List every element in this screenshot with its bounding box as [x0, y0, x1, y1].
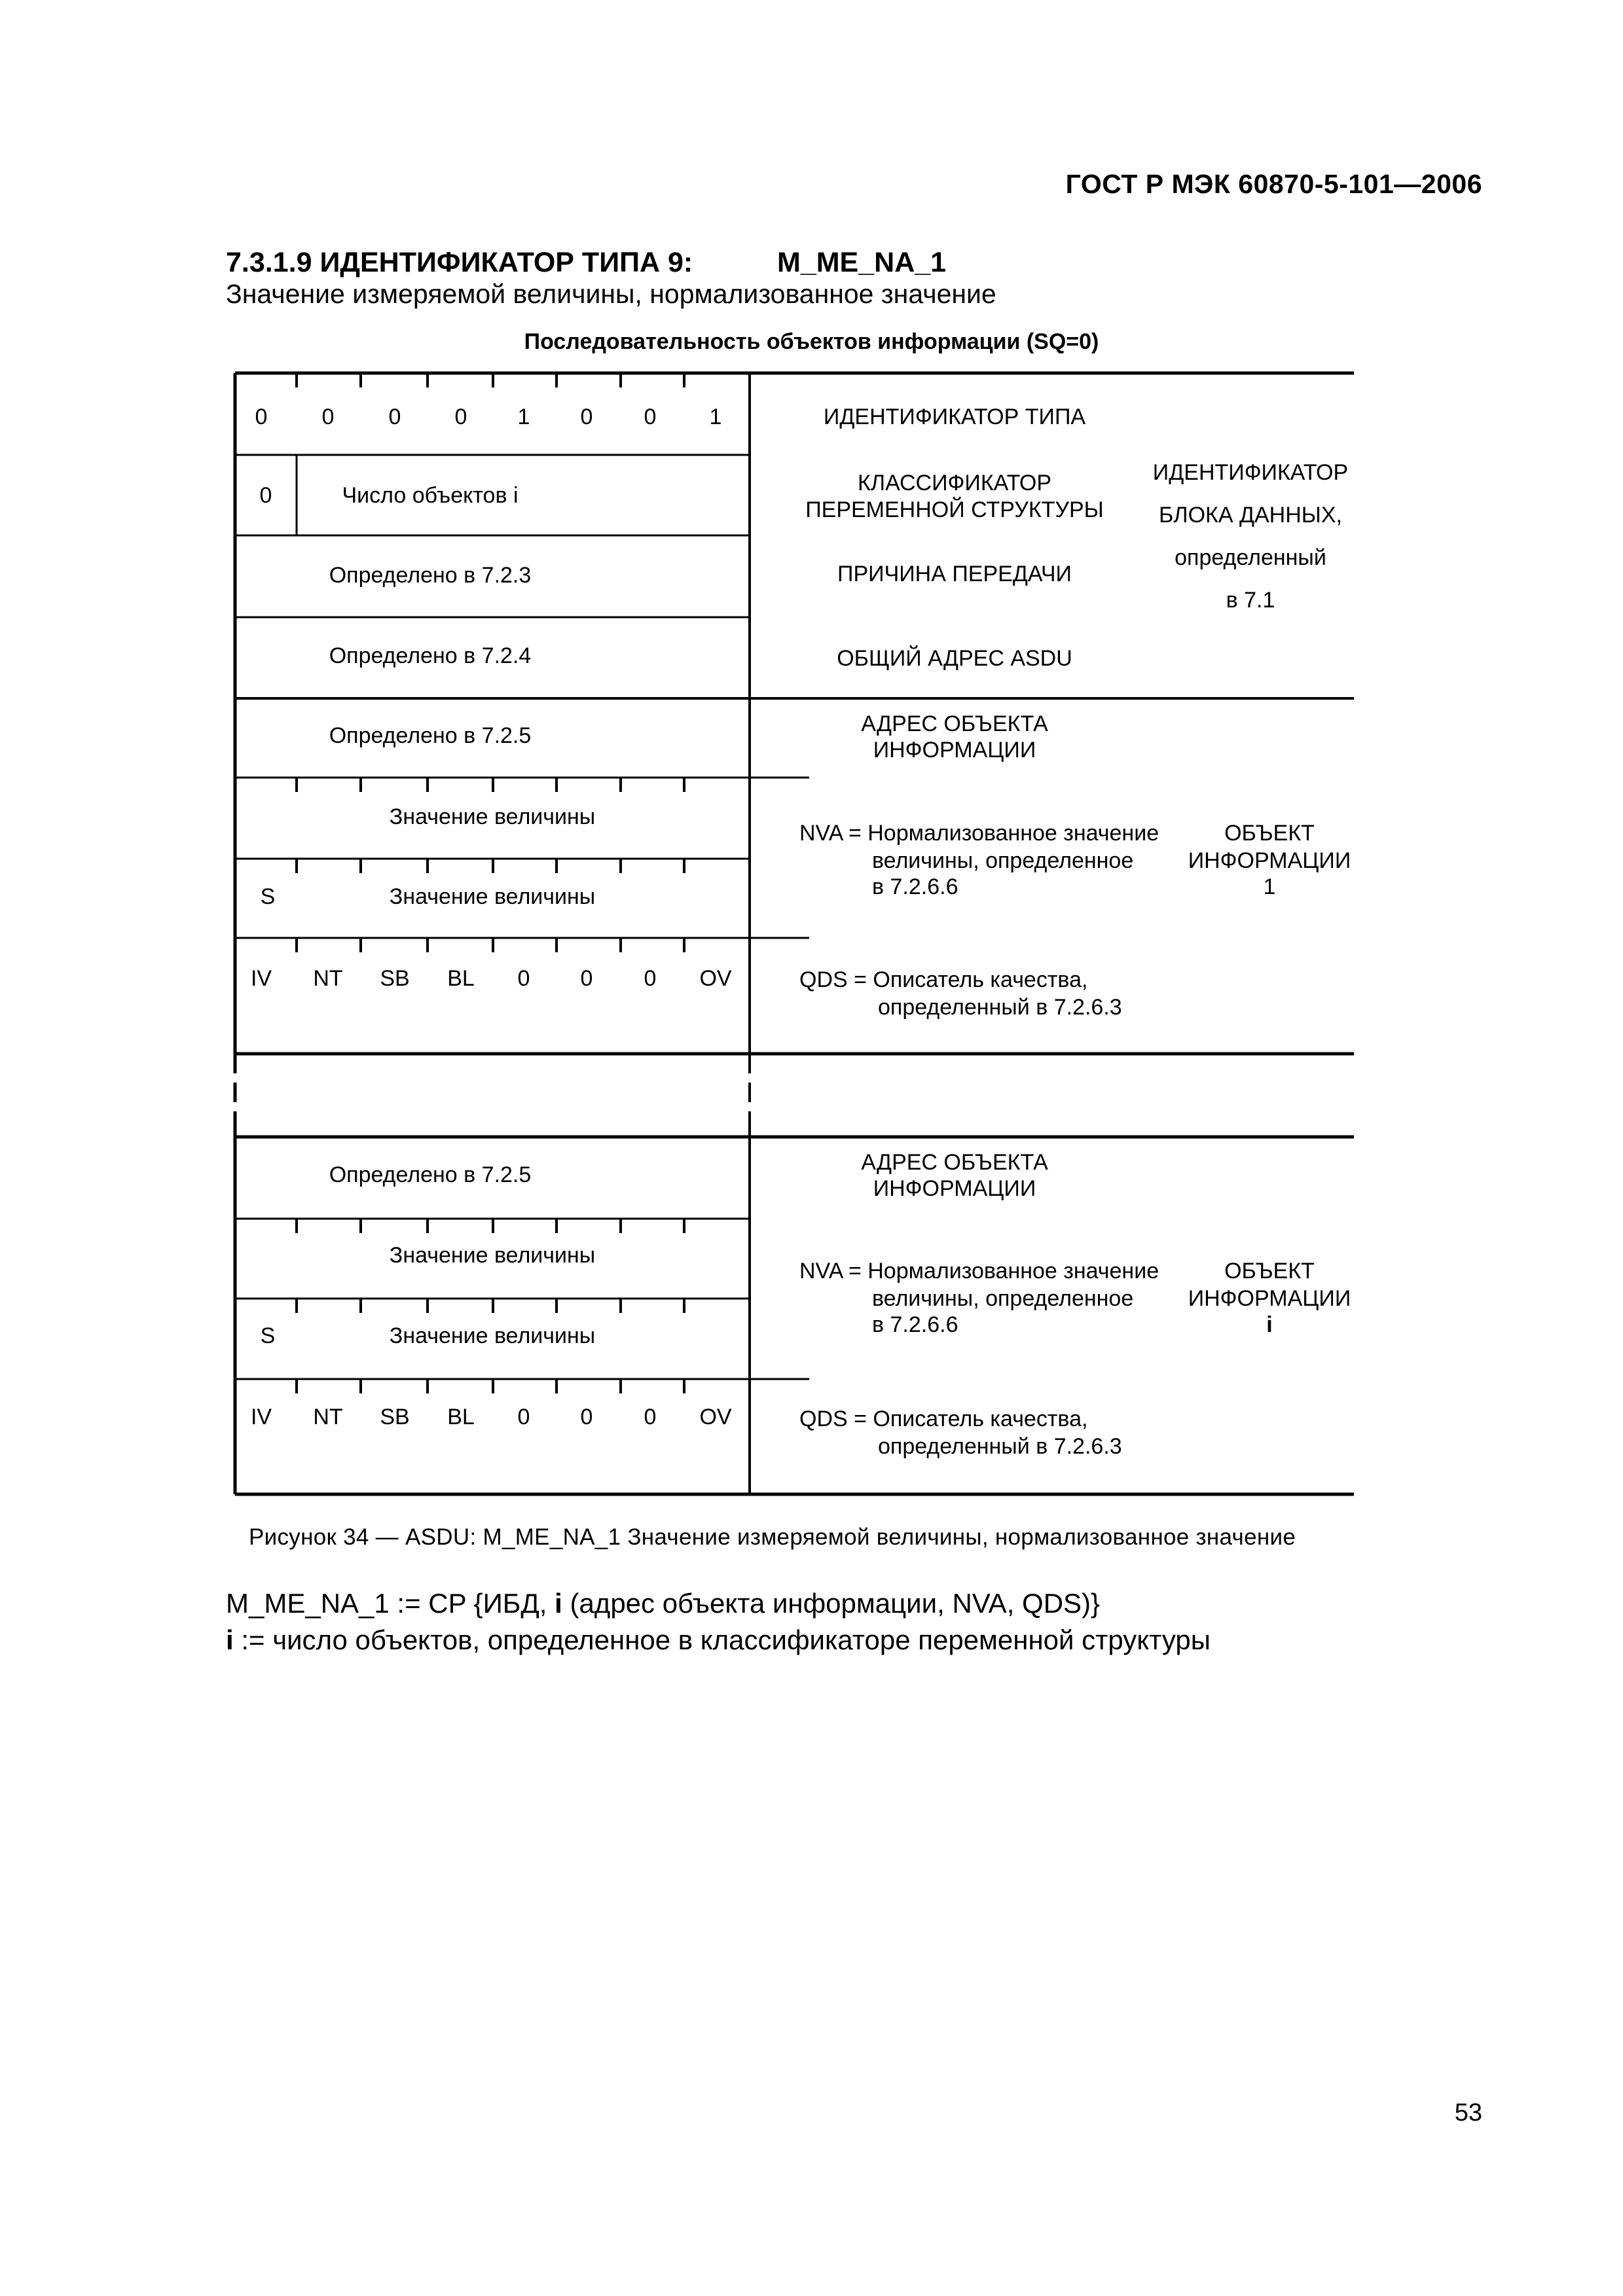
objecti-line1: ОБЪЕКТ [1224, 1259, 1315, 1283]
formula-i: i [555, 1588, 562, 1619]
dui-line1: ИДЕНТИФИКАТОР [1152, 460, 1349, 485]
sign-bit-label-i: S [260, 1323, 276, 1348]
qds-bit: NT [313, 966, 343, 991]
objecti-line3: i [1266, 1312, 1273, 1337]
number-of-objects-label: Число объектов i [342, 483, 519, 508]
value-low-label-i: Значение величины [389, 1243, 596, 1268]
formula-prefix: M_ME_NA_1 := CP {ИБД, [226, 1588, 555, 1619]
vsq-sq-bit: 0 [259, 483, 272, 508]
qds-bit: OV [699, 966, 732, 991]
nva-line3: в 7.2.6.6 [872, 874, 958, 899]
type-id-bit: 0 [454, 404, 467, 429]
qds-bit: IV [250, 966, 272, 991]
formula-line1 [226, 1588, 1100, 1619]
type-identification-label: ИДЕНТИФИКАТОР ТИПА [823, 404, 1086, 429]
ioa-label-line1-i: АДРЕС ОБЪЕКТА [861, 1150, 1048, 1175]
nva-line1-i: NVA = Нормализованное значение [799, 1259, 1159, 1283]
bit-tick-marks [297, 373, 684, 1393]
qds-bit-i: NT [313, 1405, 343, 1429]
ioa-label-line2: ИНФОРМАЦИИ [873, 738, 1036, 762]
formula-i-def: i [226, 1624, 234, 1655]
qds-bit-i: 0 [580, 1405, 593, 1429]
objecti-line2: ИНФОРМАЦИИ [1188, 1286, 1351, 1311]
type-id-bit: 1 [709, 404, 722, 429]
ioa-defined-label: Определено в 7.2.5 [329, 723, 532, 748]
type-id-bit: 0 [255, 404, 268, 429]
qds-line2-i: определенный в 7.2.6.3 [878, 1434, 1122, 1459]
qds-bit: BL [447, 966, 475, 991]
qds-line1-i: QDS = Описатель качества, [799, 1407, 1088, 1431]
type-id-bit: 0 [644, 404, 657, 429]
value-low-label: Значение величины [389, 804, 596, 829]
type-id-bit: 1 [517, 404, 530, 429]
qds-line1: QDS = Описатель качества, [799, 967, 1088, 992]
qds-bit-i: 0 [517, 1405, 530, 1429]
qds-bit: 0 [517, 966, 530, 991]
cot-defined-label: Определено в 7.2.3 [329, 563, 532, 588]
section-subtitle: Значение измеряемой величины, нормализованное значение [226, 279, 996, 309]
nva-line2-i: величины, определенное [872, 1286, 1134, 1311]
formula-suffix: (адрес объекта информации, NVA, QDS)} [562, 1588, 1101, 1619]
qds-bit-i: OV [699, 1405, 732, 1429]
qds-bit-i: SB [380, 1405, 410, 1429]
qds-bit-i: IV [250, 1405, 272, 1429]
dui-line4: в 7.1 [1226, 588, 1275, 613]
object1-line3: 1 [1263, 874, 1276, 899]
type-id-bit: 0 [321, 404, 335, 429]
nva-line3-i: в 7.2.6.6 [872, 1312, 958, 1337]
ioa-label-line1: АДРЕС ОБЪЕКТА [861, 711, 1048, 736]
qds-bit-i: BL [447, 1405, 475, 1429]
ioa-defined-label-i: Определено в 7.2.5 [329, 1162, 532, 1187]
section-type-code: M_ME_NA_1 [777, 247, 947, 278]
value-high-label-i: Значение величины [389, 1323, 596, 1348]
section-title: 7.3.1.9 ИДЕНТИФИКАТОР ТИПА 9: [226, 247, 693, 278]
page-number: 53 [1454, 2099, 1482, 2126]
object1-line2: ИНФОРМАЦИИ [1188, 848, 1351, 873]
qds-bit-i: 0 [644, 1405, 657, 1429]
qds-bit: 0 [644, 966, 657, 991]
ioa-label-line2-i: ИНФОРМАЦИИ [873, 1176, 1036, 1201]
vsq-label-line2: ПЕРЕМЕННОЙ СТРУКТУРЫ [805, 497, 1104, 522]
vsq-label-line1: КЛАССИФИКАТОР [857, 471, 1052, 495]
type-id-bit: 0 [580, 404, 593, 429]
formula-line2 [226, 1624, 1211, 1656]
figure-caption: Рисунок 34 — ASDU: M_ME_NA_1 Значение измеряемой величины, нормализованное значение [249, 1524, 1296, 1550]
common-address-defined-label: Определено в 7.2.4 [329, 643, 532, 668]
nva-line2: величины, определенное [872, 848, 1134, 873]
object1-line1: ОБЪЕКТ [1224, 821, 1315, 846]
cot-label: ПРИЧИНА ПЕРЕДАЧИ [837, 562, 1072, 586]
dui-line2: БЛОКА ДАННЫХ, [1158, 503, 1343, 528]
formula-i-definition: := число объектов, определенное в классификаторе переменной структуры [233, 1624, 1211, 1655]
sequence-title: Последовательность объектов информации (SQ=0) [524, 329, 1099, 354]
standard-number: ГОСТ Р МЭК 60870-5-101—2006 [1065, 169, 1482, 199]
dui-line3: определенный [1175, 545, 1326, 570]
qds-line2: определенный в 7.2.6.3 [878, 995, 1122, 1020]
nva-line1: NVA = Нормализованное значение [799, 821, 1159, 846]
type-id-bit: 0 [388, 404, 401, 429]
common-address-label: ОБЩИЙ АДРЕС ASDU [837, 646, 1072, 671]
bit-label-group [251, 404, 732, 1429]
qds-bit: 0 [580, 966, 593, 991]
qds-bit: SB [380, 966, 410, 991]
value-high-label: Значение величины [389, 884, 596, 909]
sign-bit-label: S [260, 884, 276, 909]
